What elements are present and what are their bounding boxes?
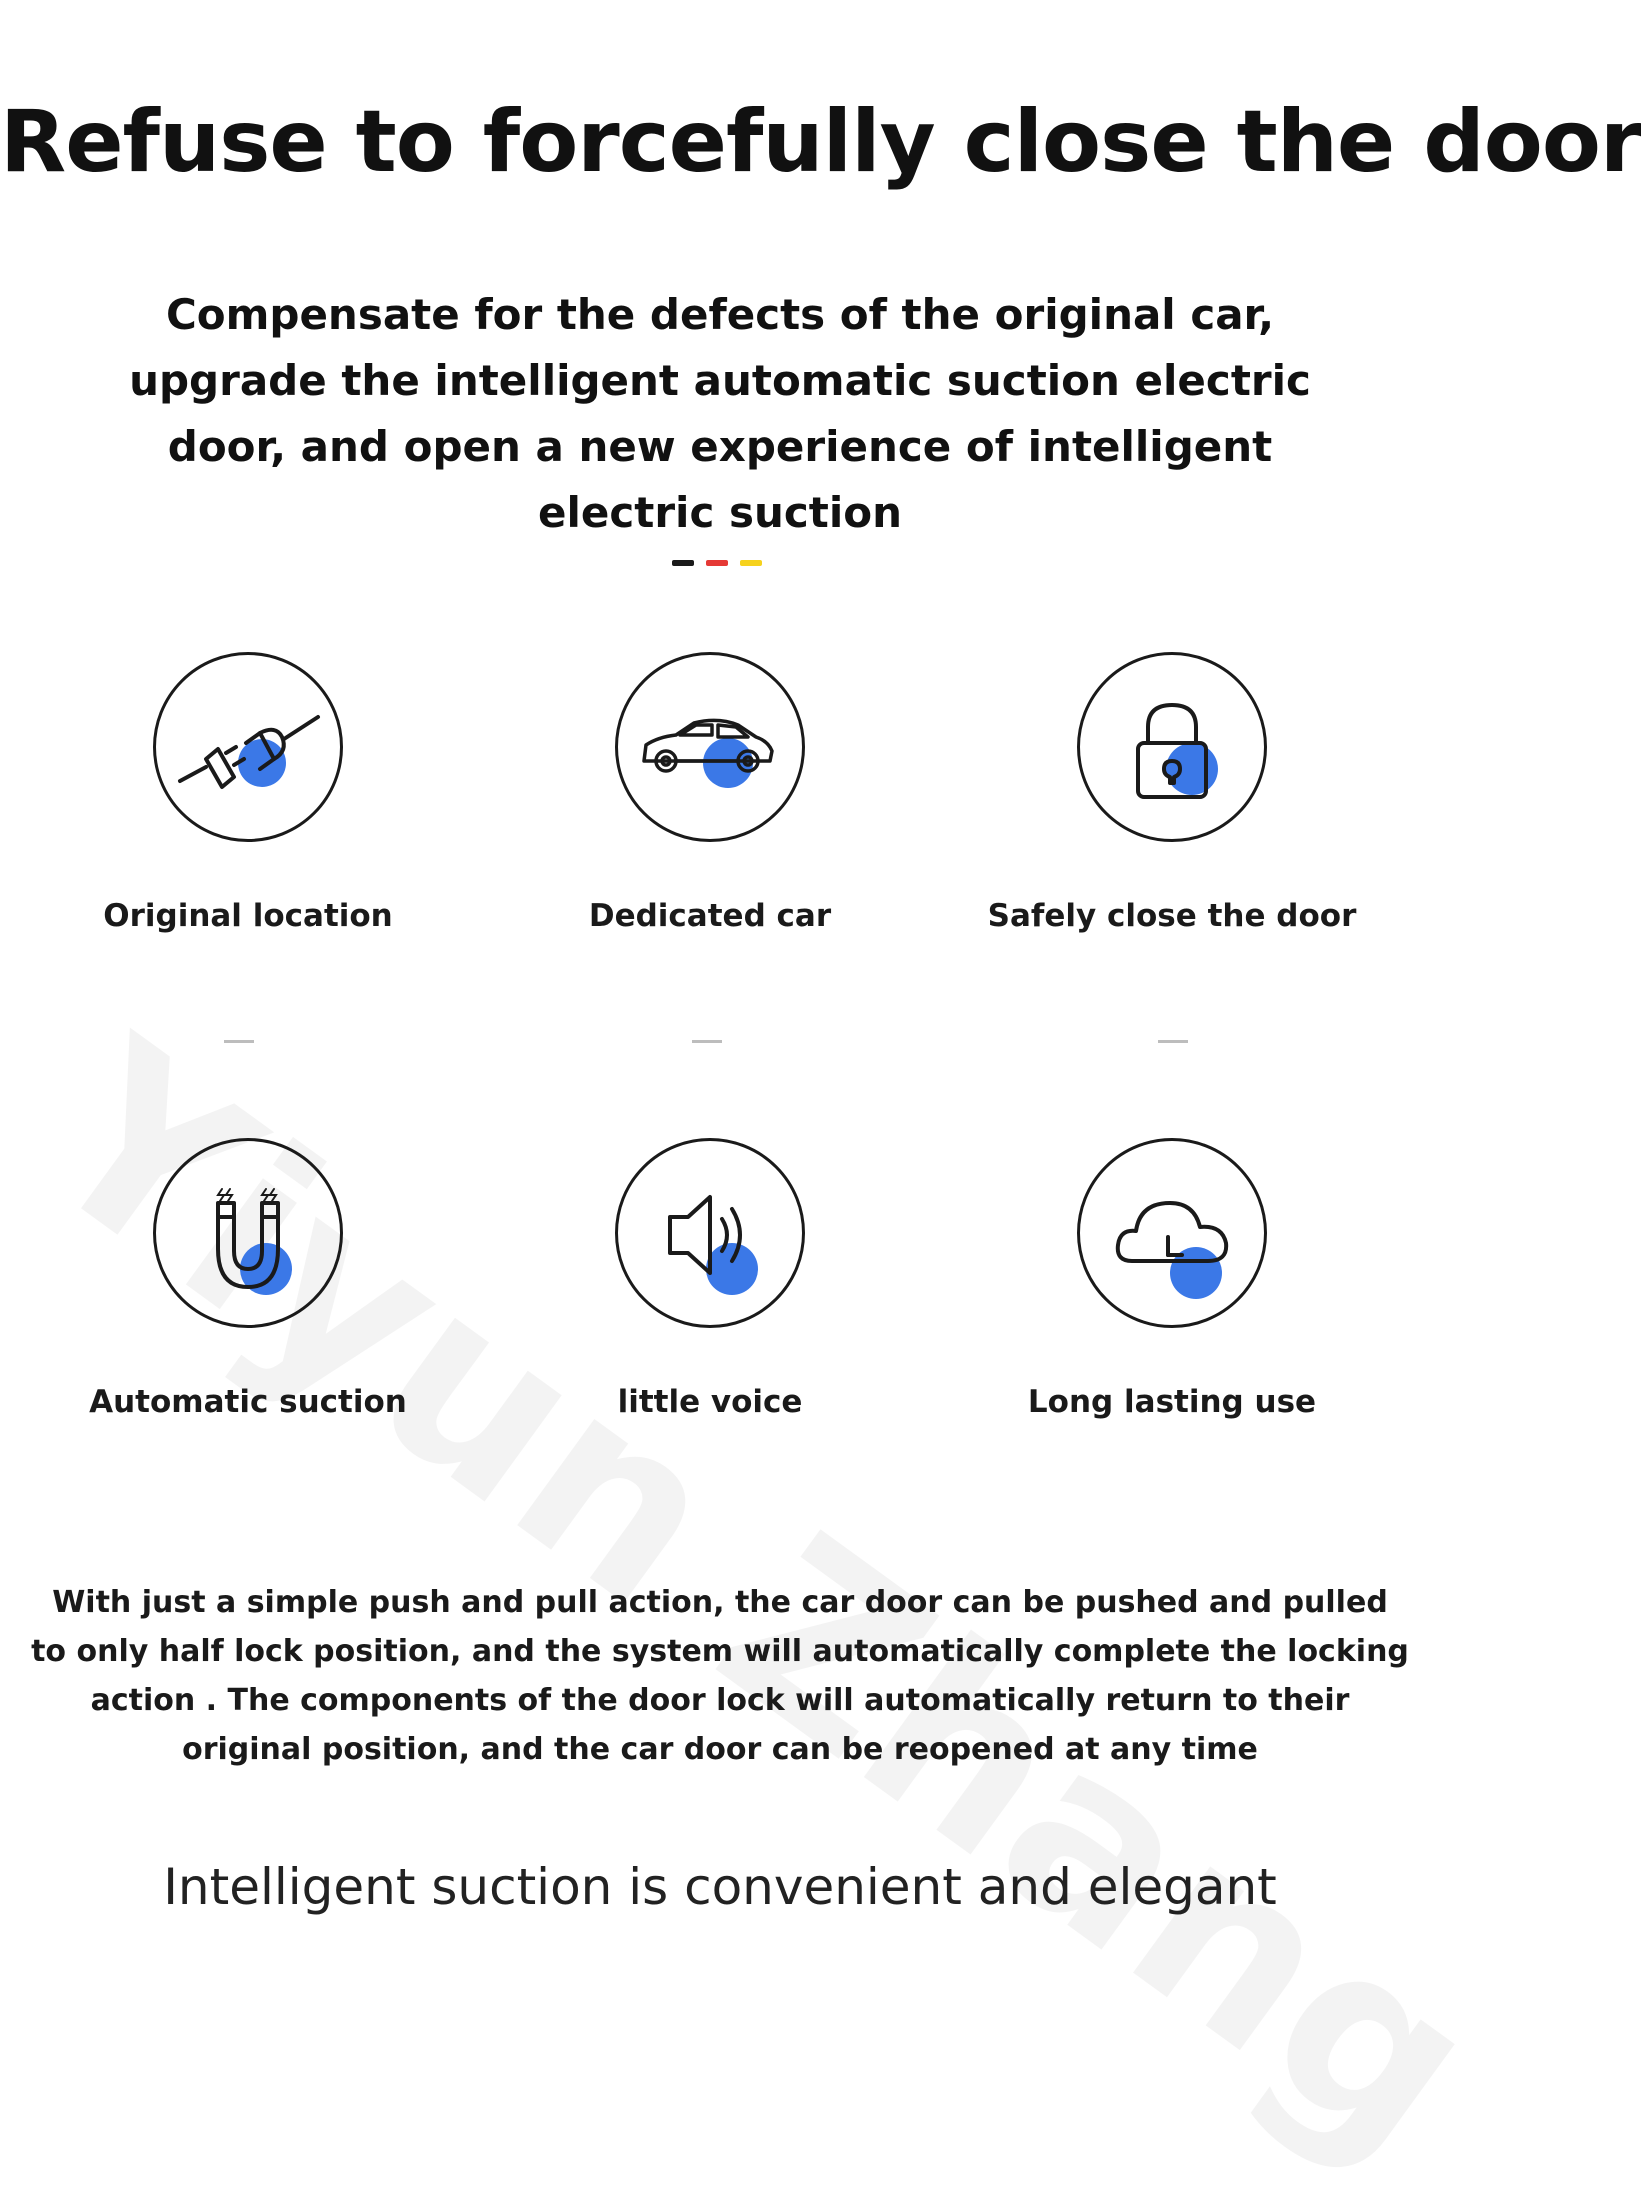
plug-icon	[156, 655, 340, 839]
feature-label: Long lasting use	[1027, 1384, 1317, 1420]
feature-automatic-suction	[38, 1138, 458, 1420]
subtitle: Compensate for the defects of the original car, upgrade the intelligent automatic suction electric door, and open a new experience of intelligent electric suction	[129, 290, 1311, 537]
feature-label: little voice	[617, 1384, 803, 1420]
feature-little-voice	[500, 1138, 920, 1420]
car-icon	[618, 655, 802, 839]
feature-circle	[153, 652, 343, 842]
feature-circle	[153, 1138, 343, 1328]
feature-circle	[615, 652, 805, 842]
footer-tagline: Intelligent suction is convenient and elegant	[163, 1858, 1277, 1916]
feature-circle	[615, 1138, 805, 1328]
feature-circle	[1077, 652, 1267, 842]
lock-icon	[1080, 655, 1264, 839]
feature-label: Automatic suction	[89, 1384, 407, 1420]
feature-dedicated-car	[500, 652, 920, 934]
separator-dash	[692, 1040, 722, 1043]
cloud-clock-icon	[1080, 1141, 1264, 1325]
feature-label: Dedicated car	[588, 898, 832, 934]
divider-yellow	[740, 560, 762, 566]
separator-dash	[1158, 1040, 1188, 1043]
feature-label: Safely close the door	[987, 898, 1357, 934]
separator-dash	[224, 1040, 254, 1043]
magnet-icon	[156, 1141, 340, 1325]
feature-label: Original location	[103, 898, 393, 934]
divider-black	[672, 560, 694, 566]
feature-safely-close	[962, 652, 1382, 934]
page-title: Refuse to forcefully close the door	[0, 92, 1641, 192]
description: With just a simple push and pull action, the car door can be pushed and pulled to only half lock position, and the system will automatically complete the locking action . The components of the door lock will automatically return to their original position, and the car door can be reopened at any time	[31, 1585, 1409, 1767]
feature-long-lasting	[962, 1138, 1382, 1420]
speaker-icon	[618, 1141, 802, 1325]
feature-original-location	[38, 652, 458, 934]
feature-circle	[1077, 1138, 1267, 1328]
divider-red	[706, 560, 728, 566]
